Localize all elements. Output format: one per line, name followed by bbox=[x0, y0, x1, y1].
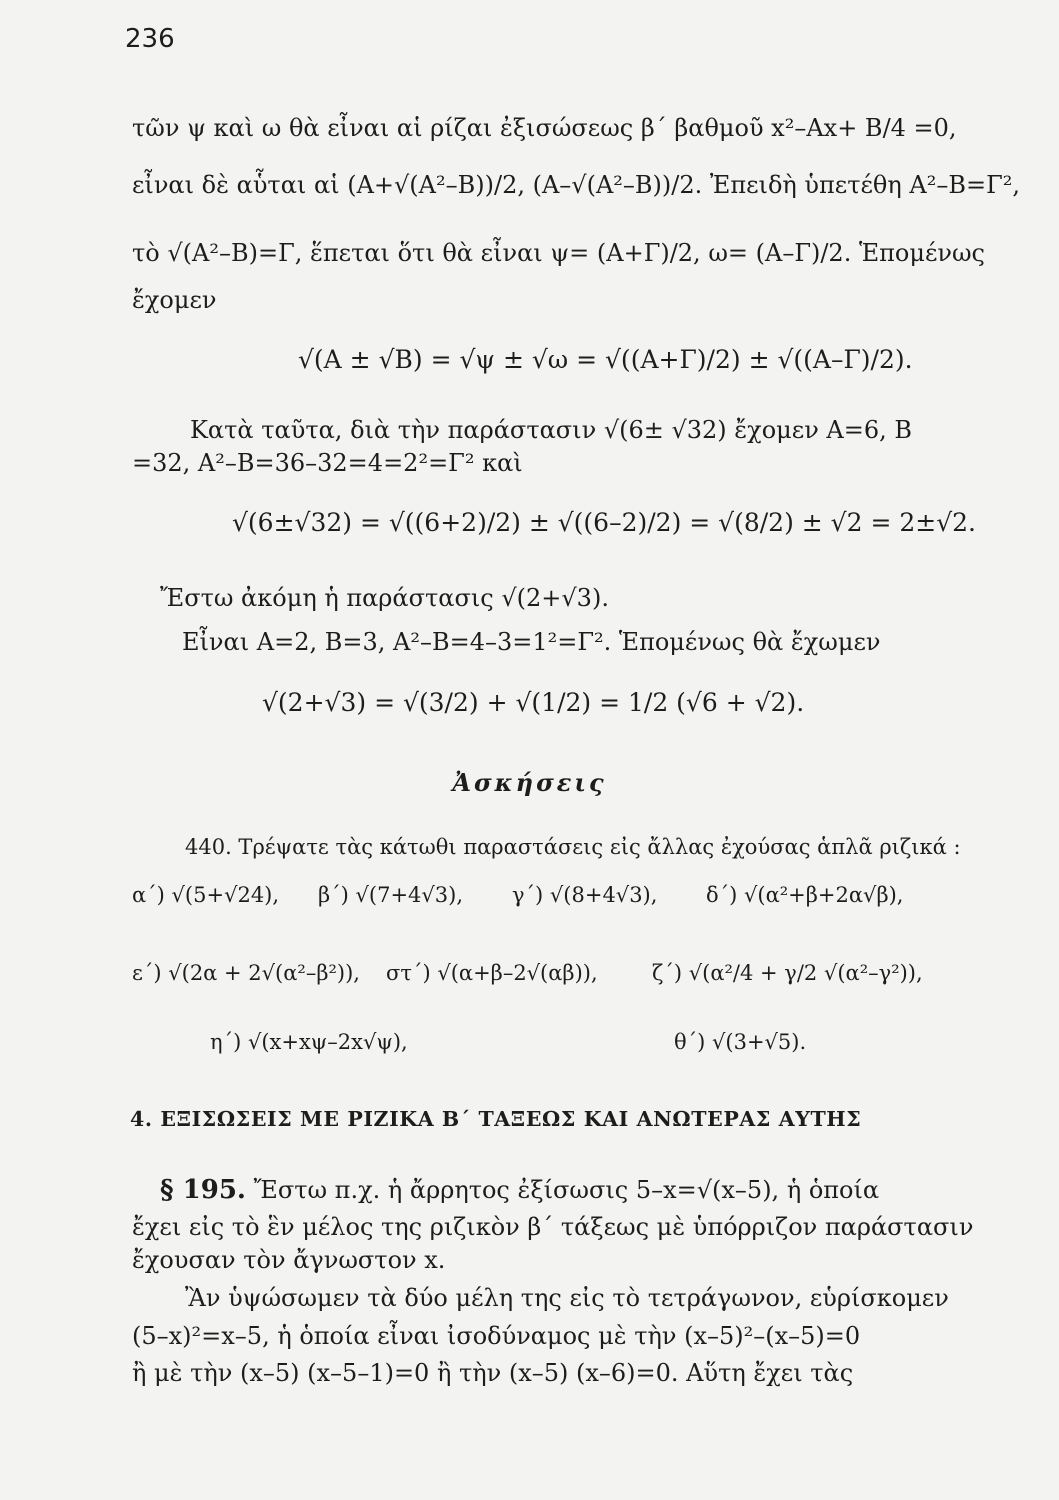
text-line-6: =32, Α²–Β=36–32=4=2²=Γ² καὶ bbox=[132, 449, 523, 477]
text-line-3: τὸ √(Α²–Β)=Γ, ἕπεται ὅτι θὰ εἶναι ψ= (Α+Γ)/2, ω= (Α–Γ)/2. Ἑπομένως bbox=[132, 239, 985, 267]
exercise-beta: β΄) √(7+4√3), bbox=[318, 883, 464, 907]
paragraph-195-line-5: (5–x)²=x–5, ἡ ὁποία εἶναι ἰσοδύναμος μὲ τὴν (x–5)²–(x–5)=0 bbox=[132, 1322, 861, 1350]
section-heading: 4. ΕΞΙΣΩΣΕΙΣ ΜΕ ΡΙΖΙΚΑ Β΄ ΤΑΞΕΩΣ ΚΑΙ ΑΝΩΤΕΡΑΣ ΑΥΤΗΣ bbox=[130, 1107, 862, 1131]
paragraph-195-line-1 bbox=[160, 1175, 879, 1205]
paragraph-195-line-6: ἢ μὲ τὴν (x–5) (x–5–1)=0 ἢ τὴν (x–5) (x–6)=0. Αὕτη ἔχει τὰς bbox=[132, 1359, 854, 1387]
exercise-zeta: ζ΄) √(α²/4 + γ/2 √(α²–γ²)), bbox=[652, 961, 923, 985]
exercise-theta: θ΄) √(3+√5). bbox=[674, 1030, 807, 1054]
exercise-epsilon: ε΄) √(2α + 2√(α²–β²)), bbox=[132, 961, 360, 985]
page-number: 236 bbox=[125, 24, 175, 54]
equation-1: √(Α ± √Β) = √ψ ± √ω = √((Α+Γ)/2) ± √((Α–Γ)/2). bbox=[298, 345, 913, 374]
paragraph-195-text-1: Ἔστω π.χ. ἡ ἄρρητος ἐξίσωσις 5–x=√(x–5), ἡ ὁποία bbox=[253, 1176, 880, 1204]
exercise-delta: δ΄) √(α²+β+2α√β), bbox=[706, 883, 904, 907]
text-line-7: Ἔστω ἀκόμη ἡ παράστασις √(2+√3). bbox=[160, 584, 609, 612]
text-line-2: εἶναι δὲ αὗται αἱ (Α+√(Α²–Β))/2, (Α–√(Α²–Β))/2. Ἐπειδὴ ὑπετέθη Α²–Β=Γ², bbox=[132, 171, 1020, 199]
equation-2: √(6±√32) = √((6+2)/2) ± √((6–2)/2) = √(8/2) ± √2 = 2±√2. bbox=[232, 508, 976, 537]
section-number: § 195. bbox=[160, 1175, 246, 1205]
equation-3: √(2+√3) = √(3/2) + √(1/2) = 1/2 (√6 + √2). bbox=[262, 688, 805, 717]
text-line-4: ἔχομεν bbox=[132, 286, 217, 314]
text-line-1: τῶν ψ καὶ ω θὰ εἶναι αἱ ρίζαι ἐξισώσεως β΄ βαθμοῦ x²–Αx+ Β/4 =0, bbox=[132, 114, 957, 142]
exercise-stigma: στ΄) √(α+β–2√(αβ)), bbox=[386, 961, 598, 985]
exercises-title: Ἀσκήσεις bbox=[452, 768, 607, 797]
exercise-440-intro: 440. Τρέψατε τὰς κάτωθι παραστάσεις εἰς ἄλλας ἐχούσας ἁπλᾶ ριζικά : bbox=[185, 835, 961, 859]
paragraph-195-line-2: ἔχει εἰς τὸ ἓν μέλος της ριζικὸν β΄ τάξεως μὲ ὑπόρριζον παράστασιν bbox=[132, 1213, 974, 1241]
exercise-gamma: γ΄) √(8+4√3), bbox=[512, 883, 658, 907]
exercise-alpha: α΄) √(5+√24), bbox=[132, 883, 280, 907]
paragraph-195-line-4: Ἂν ὑψώσωμεν τὰ δύο μέλη της εἰς τὸ τετράγωνον, εὑρίσκομεν bbox=[185, 1284, 949, 1312]
exercise-eta: η΄) √(x+xψ–2x√ψ), bbox=[210, 1030, 408, 1054]
text-line-5: Κατὰ ταῦτα, διὰ τὴν παράστασιν √(6± √32) ἔχομεν Α=6, Β bbox=[190, 416, 913, 444]
text-line-8: Εἶναι Α=2, Β=3, Α²–Β=4–3=1²=Γ². Ἑπομένως θὰ ἔχωμεν bbox=[182, 628, 881, 656]
paragraph-195-line-3: ἔχουσαν τὸν ἄγνωστον x. bbox=[132, 1246, 446, 1274]
